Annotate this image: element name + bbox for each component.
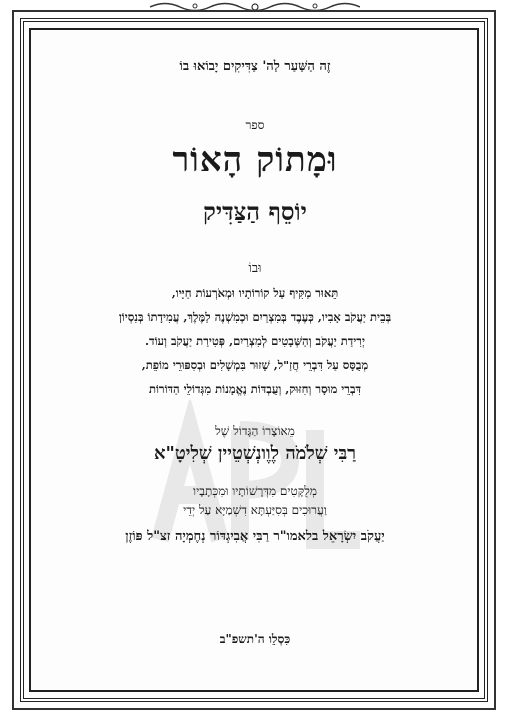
description-line: דִּבְרֵי מוּסָר וְחִזּוּק, וְעֻבְדּוֹת נֶאֱמָנוֹת מִגְּדוֹלֵי הַדּוֹרוֹת: [148, 382, 362, 396]
motto-line: זֶה הַשַּׁעַר לַה' צַדִּיקִים יָבוֹאוּ בוֹ: [179, 59, 331, 74]
description-line: תֵּאוּר מַקִּיף עַל קוֹרוֹתָיו וּמְאֹרְעוֹת חַיָּיו,: [171, 286, 339, 300]
description-line: מְבֻסָּס עַל דִּבְרֵי חֲזַ"ל, שָׁזוּר בִּמְשָׁלִים וּבְסִפּוּרֵי מוֹפֵת,: [141, 358, 369, 372]
contents-intro: וּבוֹ: [248, 261, 262, 276]
book-title: וּמָתוֹק הָאוֹר: [172, 140, 338, 180]
description-line: בְּבֵית יַעֲקֹב אָבִיו, כְּעֶבֶד בְּמִצְרַיִם וּכְמִשְׁנֶה לַמֶּלֶךְ, עֲמִידָתוֹ בְּנִסְיוֹן: [118, 310, 392, 324]
collected-line: מְלֻקָּטִים מִדְּרָשׁוֹתָיו וּמִכְּתָבָיו: [193, 484, 317, 498]
title-content: [40, 40, 470, 680]
author-name: רַבִּי שְׁלֹמֹה לֶוֶונְשְׁטֵיין שְׁלִיטָ"א: [153, 443, 357, 464]
description-line: יְרִידַת יַעֲקֹב וְהַשְּׁבָטִים לְמִצְרַיִם, פְּטִירַת יַעֲקֹב וְעוֹד.: [145, 334, 365, 348]
book-subtitle: יוֹסֵף הַצַּדִּיק: [203, 197, 307, 226]
arranged-line: וַעֲרוּכִים בְּסִיַּעְתָּא דִשְׁמַיָּא עַל יְדֵי: [183, 503, 327, 517]
editor-name: יַעֲקֹב יִשְׂרָאֵל בלאמו"ר רַבִּי אֲבִיגְדּוֹר נְחֶמְיָה זצ"ל פּוֹזֶן: [125, 529, 385, 544]
sefer-label: ספר: [245, 118, 265, 132]
from-label: מֵאוֹצָרוֹ הַגָּדוֹל שֶׁל: [215, 424, 295, 438]
publication-date: כִּסְלֵו ה'תשפ"ב: [219, 632, 291, 646]
